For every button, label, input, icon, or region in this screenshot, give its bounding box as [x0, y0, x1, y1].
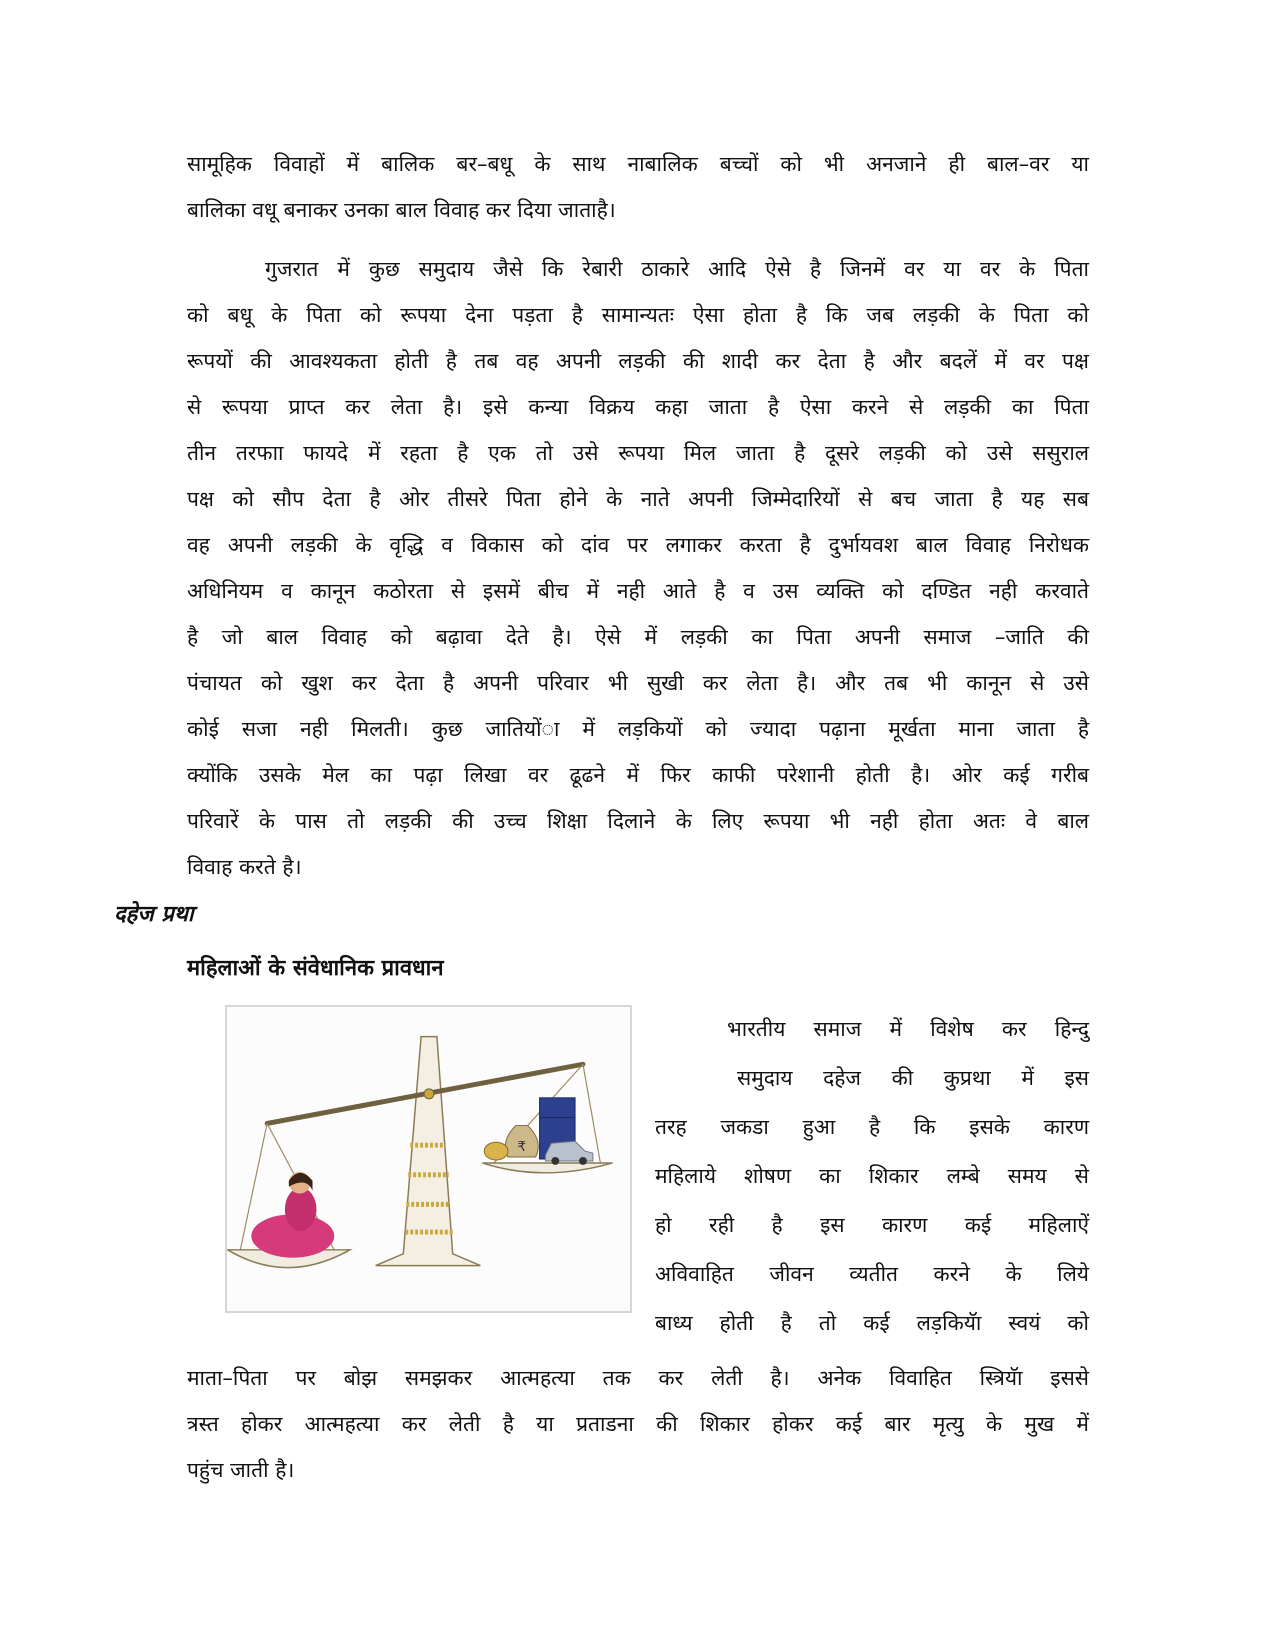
text-line: बालिका वधू बनाकर उनका बाल विवाह कर दिया जाताहै। — [187, 198, 616, 222]
text-line: पहुंच जाती है। — [187, 1458, 295, 1482]
text-line: परिवारें के पास तो लड़की की उच्च शिक्षा दिलाने के लिए रूपया भी नही होता अतः वे बाल — [187, 809, 1089, 833]
text-line: क्योंकि उसके मेल का पढ़ा लिखा वर ढूढने में फिर काफी परेशानी होती है। ओर कई गरीब — [187, 763, 1089, 787]
paragraph-dowry-intro — [655, 1005, 1089, 1348]
right-pan — [482, 1163, 612, 1173]
text-line: पंचायत को खुश कर देता है अपनी परिवार भी सुखी कर लेता है। और तब भी कानून से उसे — [187, 671, 1089, 695]
paragraph-dowry-consequences — [187, 1355, 1089, 1493]
dowry-scale-illustration — [225, 1005, 632, 1313]
text-line: पक्ष को सौप देता है ओर तीसरे पिता होने के नाते अपनी जिम्मेदारियों से बच जाता है यह सब — [187, 487, 1089, 511]
text-line: है जो बाल विवाह को बढ़ावा देते है। ऐसे में लड़की का पिता अपनी समाज –जाति की — [187, 625, 1089, 649]
text-line: तरह जकडा हुआ है कि इसके कारण — [655, 1115, 1089, 1139]
text-line: तीन तरफाा फायदे में रहता है एक तो उसे रूपया मिल जाता है दूसरे लड़की को उसे ससुराल — [187, 441, 1089, 465]
subsection-heading: महिलाओं के संवेधानिक प्रावधान — [187, 956, 444, 981]
paragraph-gujarat-communities — [187, 246, 1089, 890]
text-line: महिलाये शोषण का शिकार लम्बे समय से — [655, 1164, 1089, 1188]
text-line: को बधू के पिता को रूपया देना पड़ता है सामान्यतः ऐसा होता है कि जब लड़की के पिता को — [187, 303, 1089, 327]
text-line: विवाह करते है। — [187, 855, 302, 879]
text-line: त्रस्त होकर आत्महत्या कर लेती है या प्रताडना की शिकार होकर कई बार मृत्यु के मुख में — [187, 1412, 1089, 1436]
text-line: रूपयों की आवश्यकता होती है तब वह अपनी लड़की की शादी कर देता है और बदलें में वर पक्ष — [187, 349, 1089, 373]
text-line: हो रही है इस कारण कई महिलाऐं — [655, 1213, 1089, 1237]
section-heading-dowry: दहेज प्रथा — [114, 902, 194, 927]
rupee-symbol: ₹ — [517, 1139, 527, 1156]
text-line: गुजरात में कुछ समुदाय जैसे कि रेबारी ठाकारे आदि ऐसे है जिनमें वर या वर के पिता — [265, 257, 1089, 281]
beam-pivot — [424, 1089, 434, 1099]
car-icon — [545, 1141, 592, 1161]
text-line: बाध्य होती है तो कई लड़कियॅा स्वयं को — [655, 1311, 1089, 1335]
text-line: अविवाहित जीवन व्यतीत करने के लिये — [655, 1262, 1089, 1286]
text-line: अधिनियम व कानून कठोरता से इसमें बीच में नही आते है व उस व्यक्ति को दण्डित नही करवाते — [187, 579, 1089, 603]
scale-icon — [227, 1007, 630, 1311]
paragraph-mass-marriage — [187, 141, 1089, 233]
text-line: कोई सजा नही मिलती। कुछ जातियोंा में लड़कियों को ज्यादा पढ़ाना मूर्खता माना जाता है — [187, 717, 1089, 741]
text-line: भारतीय समाज में विशेष कर हिन्दु — [727, 1017, 1089, 1041]
text-line: वह अपनी लड़की के वृद्धि व विकास को दांव पर लगाकर करता है दुर्भायवश बाल विवाह निरोधक — [187, 533, 1089, 557]
text-line: माता–पिता पर बोझ समझकर आत्महत्या तक कर लेती है। अनेक विवाहित स्त्रियॅा इससे — [187, 1366, 1089, 1390]
text-line: से रूपया प्राप्त कर लेता है। इसे कन्या विक्रय कहा जाता है ऐसा करने से लड़की का पिता — [187, 395, 1089, 419]
text-line: समुदाय दहेज की कुप्रथा में इस — [737, 1066, 1089, 1090]
text-line: सामूहिक विवाहों में बालिक बर–बधू के साथ नाबालिक बच्चों को भी अनजाने ही बाल–वर या — [187, 152, 1089, 176]
woman-body — [285, 1188, 317, 1231]
gold-coins-icon — [484, 1142, 508, 1160]
